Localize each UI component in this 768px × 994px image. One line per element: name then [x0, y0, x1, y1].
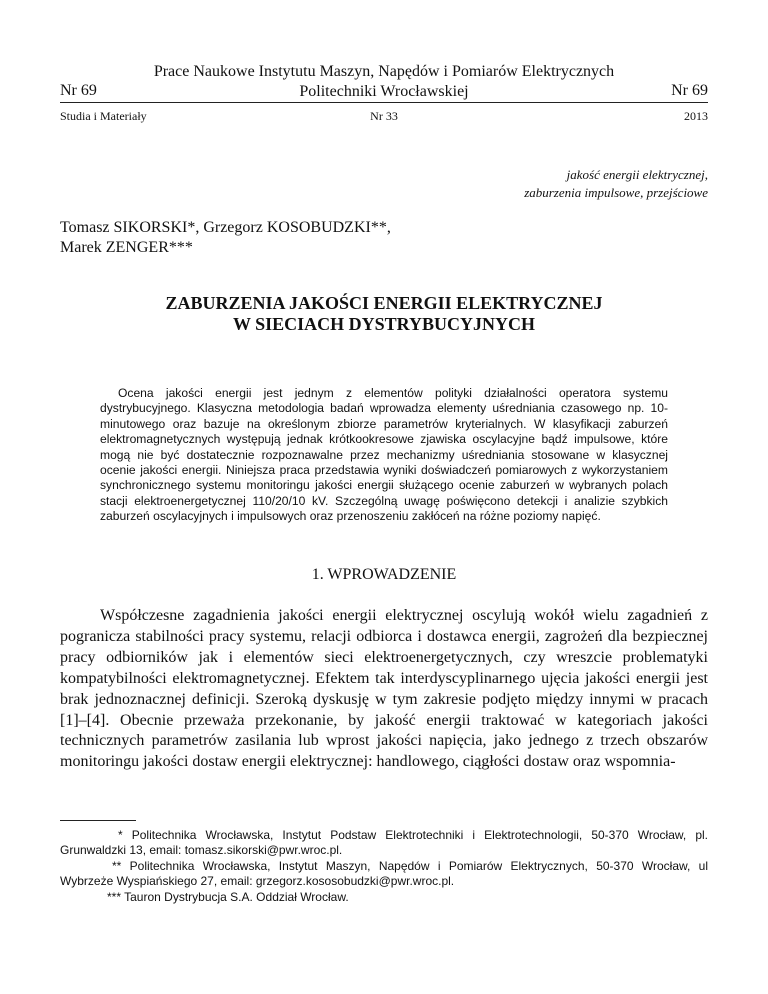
keyword-line: zaburzenia impulsowe, przejściowe [524, 185, 708, 200]
volume-number-right: Nr 69 [671, 82, 708, 99]
body-paragraph: Współczesne zagadnienia jakości energii elektrycznej oscylują wokół wielu zagadnień z pogranicza stabilności pracy systemu, relacji odbiorca i dostawca energii, zagrożeń dla bezpiecznej pracy odbiorników jak i elementów sieci elektroenergetycznych, czy wreszcie problematyki kompatybilności elektromagnetycznej. Efektem tak interdyscyplinarnego ujęcia jakości energii jest brak jednoznacznej definicji. Szeroką dyskusję w tym zakresie podjęto między innymi w pracach [1]–[4]. Obecnie przeważa przekonanie, by jakość energii traktować w kategoriach jakości technicznych parametrów zasilania lub wprost jakości napięcia, jako jednego z trzech obszarów monitoringu jakości dostaw energii elektrycznej: handlowego, ciągłości dostaw oraz wspomnia- [60, 607, 708, 771]
footnote: *** Tauron Dystrybucja S.A. Oddział Wrocław. [107, 889, 349, 904]
issue-number: Nr 33 [370, 109, 398, 123]
footnote: ** Politechnika Wrocławska, Instytut Maszyn, Napędów i Pomiarów Elektrycznych, 50-370 Wrocław, ul Wybrzeże Wyspiańskiego 27, email: grzegorz.kososobudzki@pwr.wroc.pl. [60, 858, 708, 889]
footnotes [60, 828, 708, 905]
title-line: ZABURZENIA JAKOŚCI ENERGII ELEKTRYCZNEJ [165, 293, 603, 313]
abstract: Ocena jakości energii jest jednym z elementów polityki działalności operatora systemu dystrybucyjnego. Klasyczna metodologia badań wprowadza elementy uśredniania czasowego np. 10-minutowego oraz bazuje na określonym zbiorze parametrów kryterialnych. W klasyfikacji zaburzeń elektromagnetycznych występują jednak krótkookresowe zjawiska oscylacyjne bądź impulsowe, które mogą nie być dostatecznie rozpoznawalne przez mechanizmy uśredniania stosowane w klasycznej ocenie jakości energii. Niniejsza praca przedstawia wyniki doświadczeń pomiarowych z wykorzystaniem synchronicznego systemu monitoringu jakości energii służącego ocenie zaburzeń w wybranych polach stacji elektroenergetycznej 110/20/10 kV. Szczególną uwagę poświęcono detekcji i analizie szybkich zaburzeń oscylacyjnych i impulsowych oraz przenoszeniu zakłóceń na różne poziomy napięć. [100, 386, 668, 524]
authors [60, 218, 560, 258]
paper-title [60, 293, 708, 335]
author-line: Tomasz SIKORSKI*, Grzegorz KOSOBUDZKI**, [60, 219, 391, 236]
keywords [308, 166, 708, 202]
section-heading: 1. WPROWADZENIE [311, 566, 457, 583]
journal-title [60, 62, 708, 102]
title-line: W SIECIACH DYSTRYBUCYJNYCH [232, 314, 536, 334]
publication-year: 2013 [684, 109, 708, 123]
author-line: Marek ZENGER*** [60, 239, 193, 256]
series-label: Studia i Materiały [60, 109, 147, 123]
volume-number-left: Nr 69 [60, 82, 97, 99]
journal-title-line2: Politechniki Wrocławskiej [299, 83, 469, 100]
journal-title-line1: Prace Naukowe Instytutu Maszyn, Napędów i Pomiarów Elektrycznych [153, 63, 615, 80]
header-rule [60, 102, 708, 103]
footnote: * Politechnika Wrocławska, Instytut Podstaw Elektrotechniki i Elektrotechnologii, 50-370 Wrocław, pl. Grunwaldzki 13, email: tomasz.sikorski@pwr.wroc.pl. [60, 828, 708, 858]
keyword-line: jakość energii elektrycznej, [566, 167, 708, 182]
footnote-rule [60, 820, 136, 821]
